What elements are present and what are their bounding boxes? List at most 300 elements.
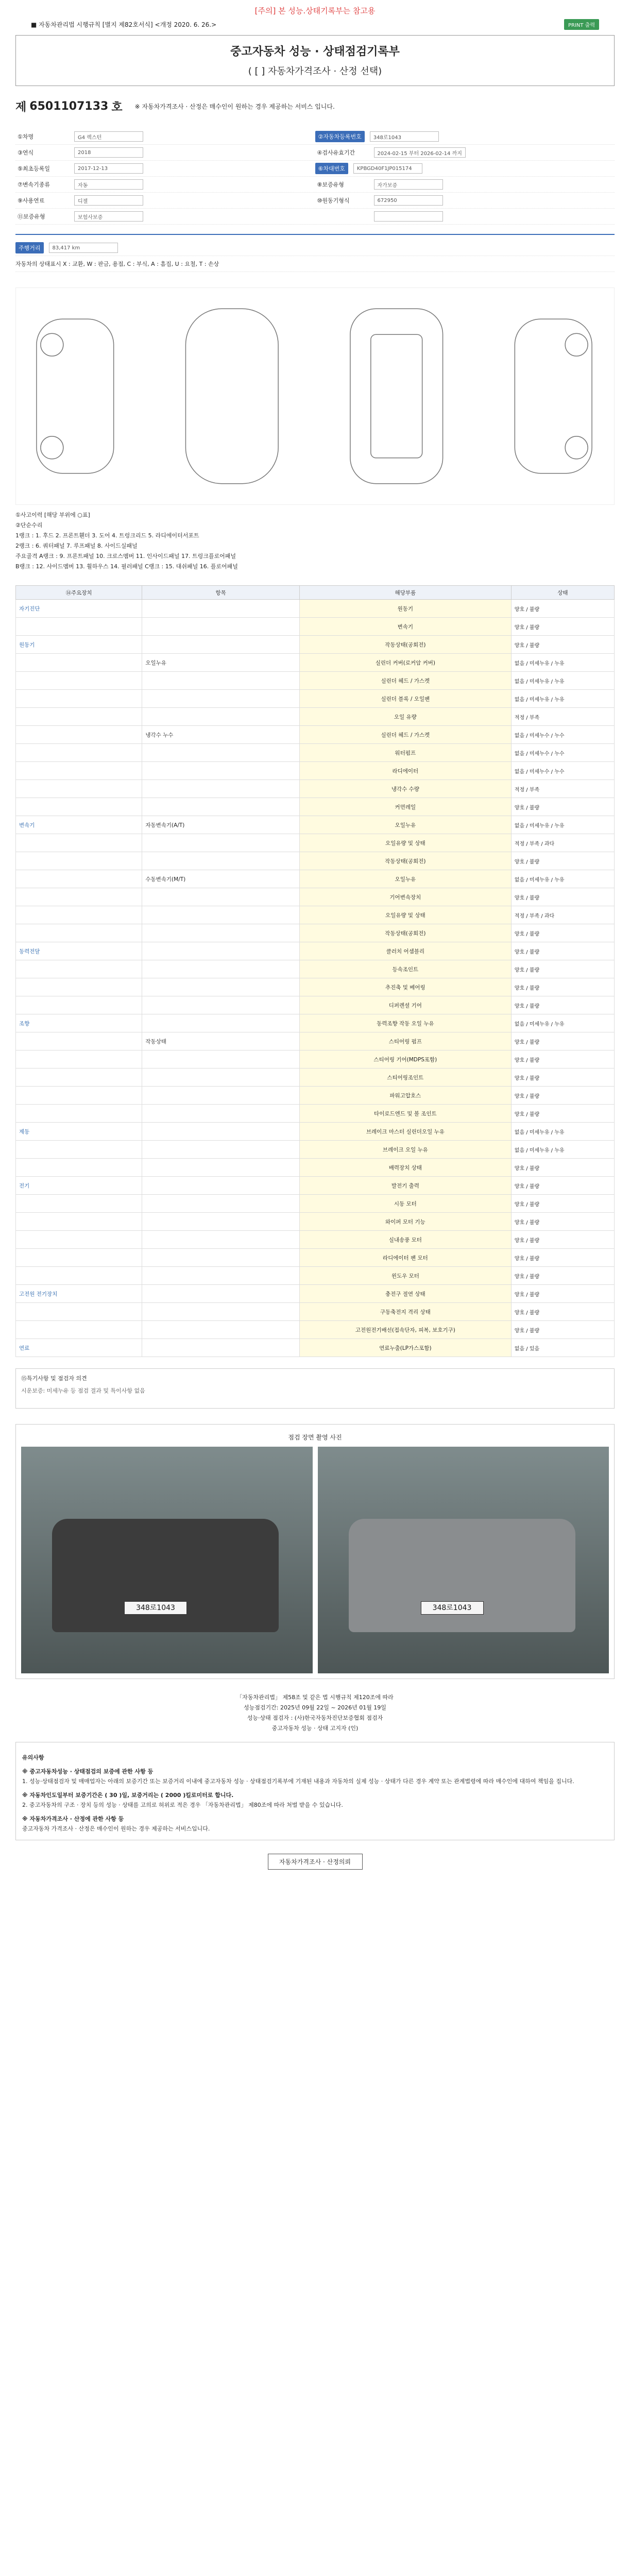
table-cell [142,978,300,996]
table-row [16,1321,615,1339]
table-row [16,780,615,798]
info-cell [315,163,615,174]
info-label: ④검사유효기간 [317,149,355,156]
table-cell [142,762,300,780]
info-value: 디젤 [74,195,143,206]
table-cell: 전기 [16,1177,142,1195]
table-row [16,1050,615,1069]
table-cell [16,1231,142,1249]
table-cell: 등속조인트 [299,960,511,978]
table-cell [16,852,142,870]
table-row [16,816,615,834]
status-cell[interactable]: 적정 / 부족 [511,780,614,798]
table-cell: 기어변속장치 [299,888,511,906]
info-value: 자가보증 [374,179,443,190]
status-cell[interactable]: 없음 / 미세누유 / 누유 [511,1141,614,1159]
table-cell [142,1249,300,1267]
status-cell[interactable]: 양호 / 불량 [511,618,614,636]
table-cell: 오일유량 및 상태 [299,834,511,852]
table-cell: 오일 유량 [299,708,511,726]
car-bottom-view [350,309,443,483]
table-row [16,762,615,780]
table-cell: 조향 [16,1014,142,1032]
table-cell: 동력전달 [16,942,142,960]
table-cell: 오일누유 [142,654,300,672]
info-label: ⑨사용연료 [18,197,45,204]
table-cell [142,744,300,762]
signature-line: 성능·상태 점검자 : (사)한국자동차진단보증협회 점검자 [247,1715,383,1721]
table-cell [16,1069,142,1087]
table-cell: 커먼레일 [299,798,511,816]
status-cell[interactable]: 적정 / 부족 / 과다 [511,834,614,852]
table-cell [16,870,142,888]
status-cell[interactable]: 없음 / 미세누유 / 누유 [511,870,614,888]
table-cell [142,636,300,654]
table-cell: 실린더 헤드 / 가스켓 [299,726,511,744]
title-box [15,35,615,86]
info-label: ①차명 [18,133,34,140]
table-cell: 자동변속기(A/T) [142,816,300,834]
table-cell: 변속기 [16,816,142,834]
table-cell [142,1321,300,1339]
table-cell [16,744,142,762]
status-cell[interactable]: 양호 / 불량 [511,798,614,816]
status-cell[interactable]: 양호 / 불량 [511,1249,614,1267]
table-row [16,924,615,942]
vehicle-info-block [15,129,615,225]
table-cell: 실린더 블록 / 오일팬 [299,690,511,708]
notes-title: 유의사항 [22,1754,44,1761]
evaluation-header-row [16,586,615,600]
status-cell[interactable]: 양호 / 불량 [511,636,614,654]
table-row [16,1231,615,1249]
table-cell: 윈도우 모터 [299,1267,511,1285]
table-cell: 스티어링 기어(MDPS포함) [299,1050,511,1069]
table-cell [142,780,300,798]
table-cell [16,1321,142,1339]
table-cell: 작동상태(공회전) [299,636,511,654]
table-row [16,1213,615,1231]
table-row [16,942,615,960]
info-cell [15,179,315,190]
special-notes-text: 시운보증: 미세누유 등 점검 결과 및 특이사항 없음 [21,1387,145,1394]
status-cell[interactable]: 양호 / 불량 [511,942,614,960]
table-cell [142,1159,300,1177]
table-cell [142,852,300,870]
info-value: 2024-02-15 부터 2026-02-14 까지 [374,147,466,158]
info-label: ⑪보증유형 [18,213,45,220]
note-line: ※ 자동차인도일부터 보증기간은 ( 30 )일, 보증거리는 ( 2000 )킬로미터로 합니다. [22,1792,234,1799]
table-cell [16,1303,142,1321]
table-cell [16,618,142,636]
status-cell[interactable]: 양호 / 불량 [511,1087,614,1105]
table-cell: 냉각수 수량 [299,780,511,798]
table-cell: 제동 [16,1123,142,1141]
note-line: 1. 성능·상태점검자 및 매매업자는 아래의 보증기간 또는 보증거리 이내에 중고자동차 성능 · 상태점검기록부에 기재된 내용과 자동차의 실제 성능 · 상태가 다른 경우 계약 또는 관계법령에 따라 매수인에 대하여 책임을 집니다. [22,1778,574,1785]
license-plate: 348로1043 [124,1601,187,1615]
table-cell: 디퍼렌셜 기어 [299,996,511,1014]
table-row [16,1159,615,1177]
license-plate: 348로1043 [421,1601,484,1615]
table-cell [16,978,142,996]
info-cell [315,179,615,190]
status-cell[interactable]: 양호 / 불량 [511,1195,614,1213]
signature-line: 중고자동차 성능 · 상태 고지자 (인) [271,1725,359,1732]
table-row [16,1285,615,1303]
table-cell [142,1213,300,1231]
table-row [16,600,615,618]
table-row [16,1105,615,1123]
table-cell [142,690,300,708]
table-cell [142,672,300,690]
rear-photo [21,1447,313,1673]
table-cell [142,834,300,852]
table-cell [142,1141,300,1159]
table-cell: 브레이크 오일 누유 [299,1141,511,1159]
table-cell [142,942,300,960]
top-notice: [주의] 본 성능.상태기록부는 참고용 [254,6,376,15]
table-cell [16,1050,142,1069]
car-shape [349,1519,575,1632]
info-row [15,145,615,161]
table-cell [16,762,142,780]
note-line: 중고자동차 가격조사 · 산정은 매수인이 원하는 경우 제공하는 서비스입니다. [22,1825,210,1832]
info-cell [315,131,615,142]
info-cell [15,147,315,158]
legend-line: 주요골격 A랭크 : 9. 프론트패널 10. 크로스멤버 11. 인사이드패널 17. 트렁크플로어패널 [15,553,236,560]
vehicle-diagram [15,287,615,505]
table-cell: 작동상태 [142,1032,300,1050]
legend-line: ②단순수리 [15,522,43,529]
info-value: 348로1043 [370,131,439,142]
table-cell [16,1105,142,1123]
status-cell[interactable]: 양호 / 불량 [511,1213,614,1231]
info-cell [15,163,315,174]
table-cell [142,1303,300,1321]
table-cell [142,996,300,1014]
table-cell [16,1159,142,1177]
status-cell[interactable]: 양호 / 불량 [511,924,614,942]
table-cell [16,1249,142,1267]
status-cell[interactable]: 없음 / 미세누유 / 누유 [511,654,614,672]
status-cell[interactable]: 양호 / 불량 [511,996,614,1014]
table-cell: 구동축전지 격리 상태 [299,1303,511,1321]
status-cell[interactable]: 없음 / 미세누유 / 누유 [511,816,614,834]
status-cell[interactable]: 양호 / 불량 [511,1267,614,1285]
table-cell [142,798,300,816]
info-row [15,209,615,225]
legend-line: B랭크 : 12. 사이드멤버 13. 휠하우스 14. 필러패널 C랭크 : 15. 대쉬패널 16. 플로어패널 [15,563,238,570]
table-cell [16,1032,142,1050]
table-row [16,636,615,654]
table-cell: 실내송풍 모터 [299,1231,511,1249]
status-cell[interactable]: 양호 / 불량 [511,1285,614,1303]
status-cell[interactable]: 양호 / 불량 [511,1050,614,1069]
table-cell [16,996,142,1014]
car-left-view [37,319,114,473]
legend-line: 2랭크 : 6. 쿼터패널 7. 루프패널 8. 사이드실패널 [15,543,138,549]
table-cell [16,960,142,978]
certificate-number-row [0,86,630,114]
vehicle-diagram-svg [16,288,614,504]
table-cell [142,1285,300,1303]
table-cell [142,1105,300,1123]
photo-row [21,1447,609,1673]
status-cell[interactable]: 양호 / 불량 [511,1321,614,1339]
table-row [16,1087,615,1105]
info-value: 보험사보증 [74,211,143,222]
status-cell[interactable]: 없음 / 미세누수 / 누수 [511,744,614,762]
table-cell [142,708,300,726]
info-label: ⑧보증유형 [317,181,344,188]
table-row [16,654,615,672]
table-cell: 고전원 전기장치 [16,1285,142,1303]
status-cell[interactable]: 없음 / 있음 [511,1339,614,1357]
table-row [16,978,615,996]
table-row [16,1032,615,1050]
table-cell [142,1123,300,1141]
table-cell: 스티어링 펌프 [299,1032,511,1050]
header-cell: 항목 [142,586,300,600]
info-value: 2017-12-13 [74,163,143,174]
table-row [16,906,615,924]
mileage-row [15,240,615,256]
table-cell: 작동상태(공회전) [299,924,511,942]
table-row [16,708,615,726]
table-row [16,744,615,762]
table-cell [16,924,142,942]
table-cell [142,1195,300,1213]
table-cell: 실린더 헤드 / 가스켓 [299,672,511,690]
status-cell[interactable]: 적정 / 부족 [511,708,614,726]
table-cell: 오일유량 및 상태 [299,906,511,924]
table-cell [142,1231,300,1249]
table-cell: 실린더 커버(로커암 커버) [299,654,511,672]
table-row [16,726,615,744]
info-value [374,211,443,222]
status-cell[interactable]: 없음 / 미세누수 / 누수 [511,726,614,744]
table-cell [16,798,142,816]
table-row [16,798,615,816]
header-cell: ⑭주요장치 [16,586,142,600]
note-line: ※ 중고자동차성능 · 상태점검의 보증에 관한 사항 등 [22,1768,154,1775]
info-row [15,177,615,193]
table-cell: 연료 [16,1339,142,1357]
table-cell: 수동변속기(M/T) [142,870,300,888]
info-cell [15,131,315,142]
table-row [16,834,615,852]
table-cell [16,834,142,852]
cert-number: 6501107133 [29,100,109,113]
table-row [16,1177,615,1195]
info-cell [15,211,315,222]
table-row [16,996,615,1014]
photo-section [15,1424,615,1679]
table-cell [142,1050,300,1069]
table-cell [142,618,300,636]
table-row [16,960,615,978]
table-cell [16,906,142,924]
table-cell: 변속기 [299,618,511,636]
car-shape [52,1519,279,1632]
status-cell[interactable]: 양호 / 불량 [511,1069,614,1087]
price-inquiry-button[interactable]: 자동차가격조사 · 산정의뢰 [268,1854,363,1870]
status-cell[interactable]: 양호 / 불량 [511,978,614,996]
cert-prefix: 제 [15,101,27,114]
status-cell[interactable]: 양호 / 불량 [511,1159,614,1177]
info-row [15,161,615,177]
table-cell: 클러치 어셈블리 [299,942,511,960]
info-cell [315,195,615,206]
table-row [16,1141,615,1159]
table-cell: 동력조향 작동 오일 누유 [299,1014,511,1032]
cert-note: ※ 자동차가격조사 · 산정은 매수인이 원하는 경우 제공하는 서비스 입니다. [134,103,335,110]
table-cell [16,780,142,798]
table-cell: 파워고압호스 [299,1087,511,1105]
photo-title: 점검 장면 촬영 사진 [288,1434,342,1441]
table-cell: 오일누유 [299,870,511,888]
table-cell: 시동 모터 [299,1195,511,1213]
table-cell [142,924,300,942]
mileage-label: 주행거리 [15,242,44,253]
car-top-view [185,309,278,483]
signature-line: 성능점검기간: 2025년 09월 22일 ~ 2026년 01월 19일 [244,1704,386,1711]
status-cell[interactable]: 양호 / 불량 [511,1105,614,1123]
header-cell: 상태 [511,586,614,600]
status-cell[interactable]: 양호 / 불량 [511,960,614,978]
table-row [16,672,615,690]
status-cell[interactable]: 없음 / 미세누수 / 누수 [511,762,614,780]
table-cell [142,1069,300,1087]
table-cell [16,672,142,690]
table-cell: 발전기 출력 [299,1177,511,1195]
table-cell: 타이로드엔드 및 볼 조인트 [299,1105,511,1123]
info-value: 자동 [74,179,143,190]
table-cell [142,1339,300,1357]
status-cell[interactable]: 없음 / 미세누유 / 누유 [511,672,614,690]
table-cell [142,1014,300,1032]
info-label: ③연식 [18,149,34,156]
table-row [16,888,615,906]
signature-block [15,1692,615,1734]
signature-line: 「자동차관리법」 제58조 및 같은 법 시행규칙 제120조에 따라 [236,1694,394,1701]
table-cell [16,654,142,672]
front-photo [318,1447,609,1673]
table-row [16,852,615,870]
cert-suffix: 호 [111,101,123,114]
table-cell [142,960,300,978]
info-value: 2018 [74,147,143,158]
info-row [15,129,615,145]
table-row [16,1069,615,1087]
status-cell[interactable]: 없음 / 미세누유 / 누유 [511,1014,614,1032]
header-cell: 해당부품 [299,586,511,600]
table-row [16,1123,615,1141]
info-value: G4 렉스턴 [74,131,143,142]
page-subtitle: ( [ ] 자동차가격조사 · 산정 선택) [248,66,382,77]
table-cell [142,1087,300,1105]
legend-line: ①사고이력 [해당 부위에 ○표] [15,512,90,518]
table-cell [142,1267,300,1285]
info-row [15,193,615,209]
table-cell [16,1087,142,1105]
status-cell[interactable]: 적정 / 부족 / 과다 [511,906,614,924]
table-cell [16,1213,142,1231]
info-label: ⑦변속기종류 [18,181,50,188]
accident-legend [15,510,615,572]
status-cell[interactable]: 양호 / 불량 [511,1303,614,1321]
table-cell [16,1141,142,1159]
table-cell: 추진축 및 베어링 [299,978,511,996]
info-label: ②자동차등록번호 [315,131,365,142]
info-cell [315,147,615,158]
table-cell [16,1195,142,1213]
table-cell: 와이퍼 모터 기능 [299,1213,511,1231]
table-cell: 오일누유 [299,816,511,834]
table-row [16,1249,615,1267]
status-cell[interactable]: 양호 / 불량 [511,600,614,618]
special-notes-title: ⑮특기사항 및 점검자 의견 [21,1375,87,1382]
table-row [16,1303,615,1321]
table-cell: 원동기 [299,600,511,618]
law-line [0,16,630,30]
status-cell[interactable]: 양호 / 불량 [511,852,614,870]
mileage-value: 83,417 km [49,243,118,253]
table-cell [16,1267,142,1285]
table-cell: 배력장치 상태 [299,1159,511,1177]
mileage-section [15,234,615,272]
evaluation-table [15,585,615,1357]
status-cell[interactable]: 없음 / 미세누유 / 누유 [511,690,614,708]
info-label: ⑥차대번호 [315,163,348,174]
special-notes [15,1368,615,1409]
status-cell[interactable]: 양호 / 불량 [511,1231,614,1249]
table-cell: 자기진단 [16,600,142,618]
table-row [16,1339,615,1357]
law-reference: ■ 자동차관리법 시행규칙 [별지 제82호서식] <개정 2020. 6. 26.> [31,21,217,28]
notes-block [15,1742,615,1840]
car-right-view [515,319,592,473]
table-cell: 냉각수 누수 [142,726,300,744]
info-label: ⑩원동기형식 [317,197,350,204]
diagram-caption [15,256,615,272]
table-cell: 연료누출(LP가스포함) [299,1339,511,1357]
table-row [16,1014,615,1032]
page-title: 중고자동차 성능 · 상태점검기록부 [230,45,400,58]
status-cell[interactable]: 양호 / 불량 [511,1032,614,1050]
table-cell: 브레이크 마스터 실린더오일 누유 [299,1123,511,1141]
status-cell[interactable]: 없음 / 미세누유 / 누유 [511,1123,614,1141]
info-value: KPBGD40F1JP015174 [353,163,422,174]
table-cell: 스티어링조인트 [299,1069,511,1087]
print-button[interactable]: PRINT 출력 [564,19,599,30]
table-cell: 라디에이터 [299,762,511,780]
status-cell[interactable]: 양호 / 불량 [511,1177,614,1195]
table-row [16,1195,615,1213]
table-cell [142,906,300,924]
table-cell: 라디에이터 팬 모터 [299,1249,511,1267]
table-cell [142,1177,300,1195]
info-cell [15,195,315,206]
info-value: 672950 [374,195,443,206]
table-cell [16,708,142,726]
table-cell: 작동상태(공회전) [299,852,511,870]
table-cell: 워터펌프 [299,744,511,762]
table-row [16,870,615,888]
status-cell[interactable]: 양호 / 불량 [511,888,614,906]
table-cell: 충전구 절연 상태 [299,1285,511,1303]
table-row [16,1267,615,1285]
